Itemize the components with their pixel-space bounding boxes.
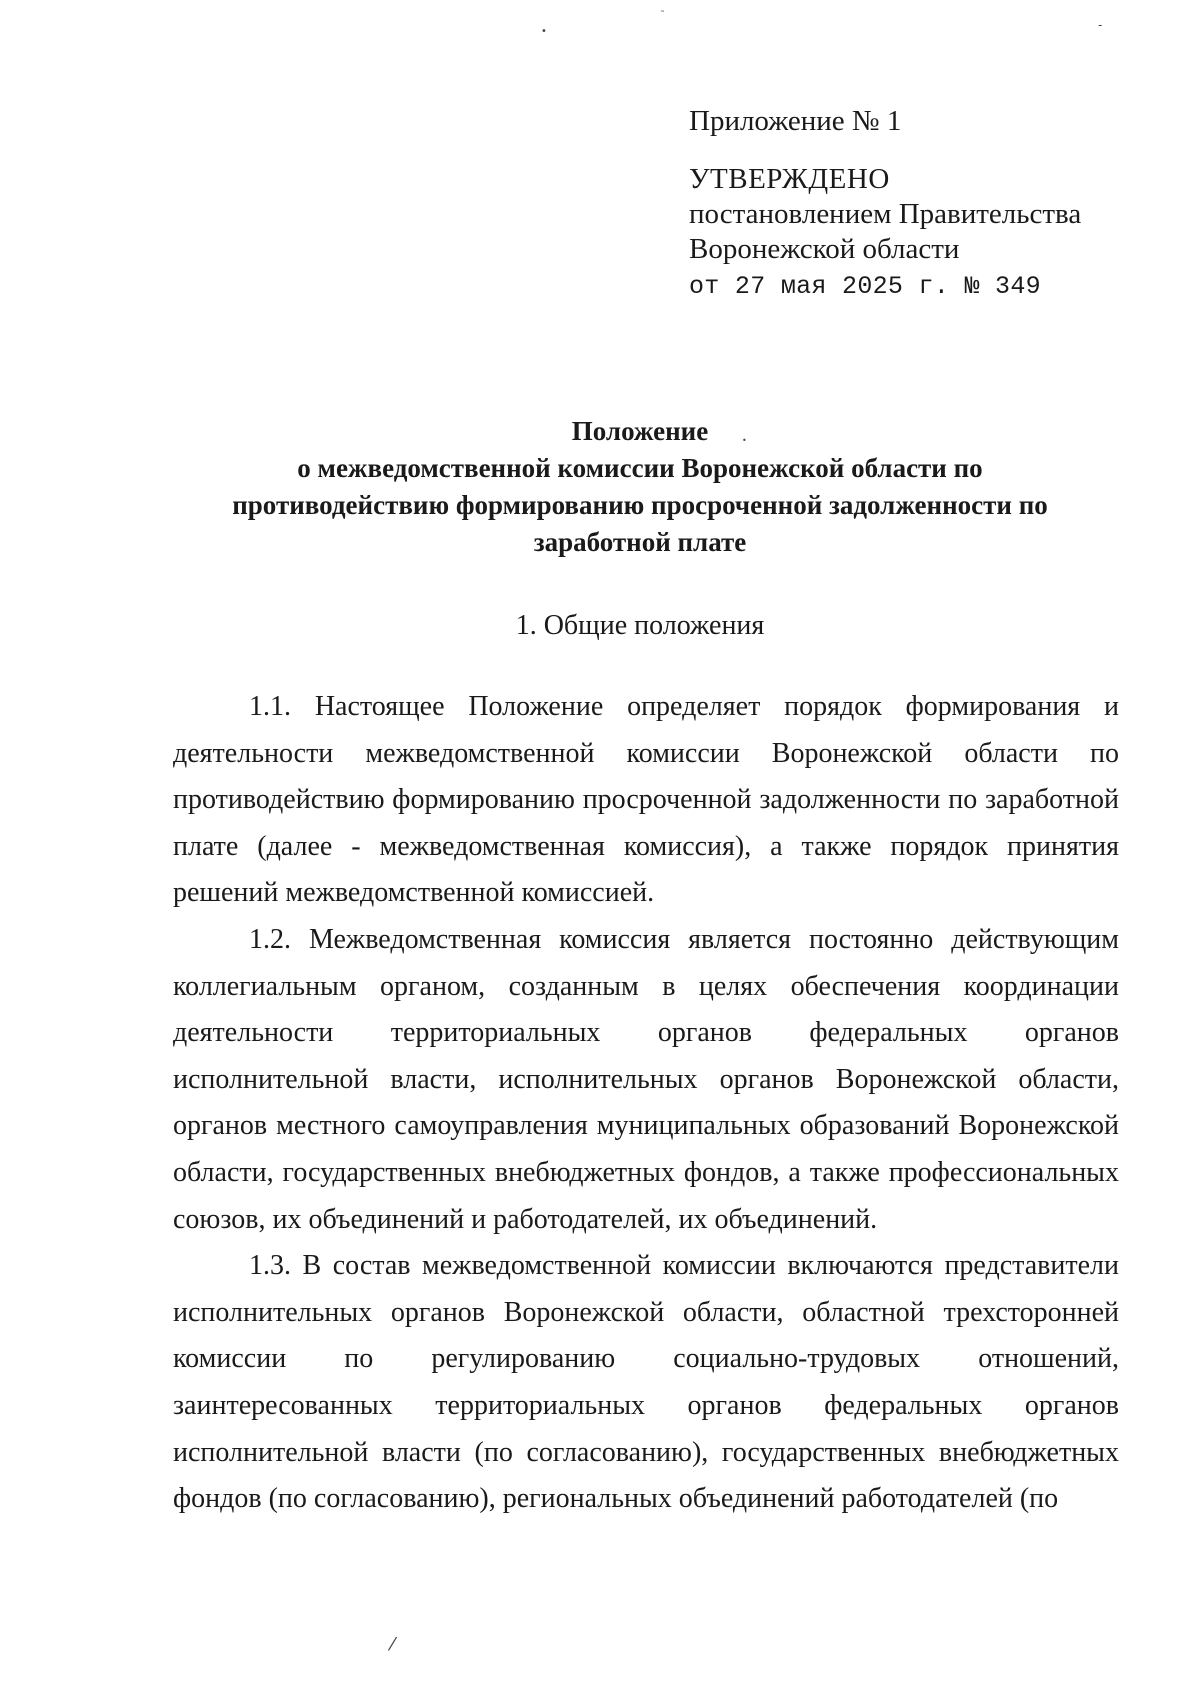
scan-speck: • xyxy=(541,26,547,37)
approved-by-line-2: Воронежской области xyxy=(689,233,960,265)
title-line-1: Положение xyxy=(571,416,709,446)
scan-speck: • xyxy=(742,436,747,445)
approved-label: УТВЕРЖДЕНО xyxy=(689,163,890,195)
scan-speck: ⁄ xyxy=(391,1634,395,1655)
paragraph-1-2: 1.2. Межведомственная комиссия является постоянно действующим коллегиальным органом, созданным в целях обеспечения координации деятельности территориальных органов федеральных органов исполнительной власти, исполнительных органов Воронежской области, органов местного самоуправления муниципальных образований Воронежской области, государственных внебюджетных фондов, а также профессиональных союзов, их объединений и работодателей, их объединений. xyxy=(173,923,1119,1235)
approved-by-line-1: постановлением Правительства xyxy=(689,198,1082,230)
annex-number: Приложение № 1 xyxy=(689,105,902,137)
approval-block xyxy=(689,104,1169,304)
scan-speck: ‐ xyxy=(1098,18,1103,32)
paragraph-1-3: 1.3. В состав межведомственной комиссии включаются представители исполнительных органов Воронежской области, областной трехсторонней комиссии по регулированию социально-трудовых отношений, заинтересованных территориальных органов федеральных органов исполнительной власти (по согласованию), государственных внебюджетных фондов (по согласованию), региональных объединений работодателей (по xyxy=(173,1250,1119,1515)
section-heading: 1. Общие положения xyxy=(515,610,765,641)
document-body xyxy=(173,684,1119,1523)
paragraph-1-1: 1.1. Настоящее Положение определяет порядок формирования и деятельности межведомственной комиссии Воронежской области по противодействию формированию просроченной задолженности по заработной плате (далее - межведомственная комиссия), а также порядок принятия решений межведомственной комиссией. xyxy=(173,691,1119,909)
document-title xyxy=(120,413,1160,561)
scan-speck: ˜ xyxy=(660,10,665,21)
title-line-2: о межведомственной комиссии Воронежской области по xyxy=(297,453,983,483)
title-line-3: противодействию формированию просроченной задолженности по xyxy=(232,490,1048,520)
resolution-date-number: от 27 мая 2025 г. № 349 xyxy=(689,272,1041,301)
title-line-4: заработной плате xyxy=(533,527,747,557)
